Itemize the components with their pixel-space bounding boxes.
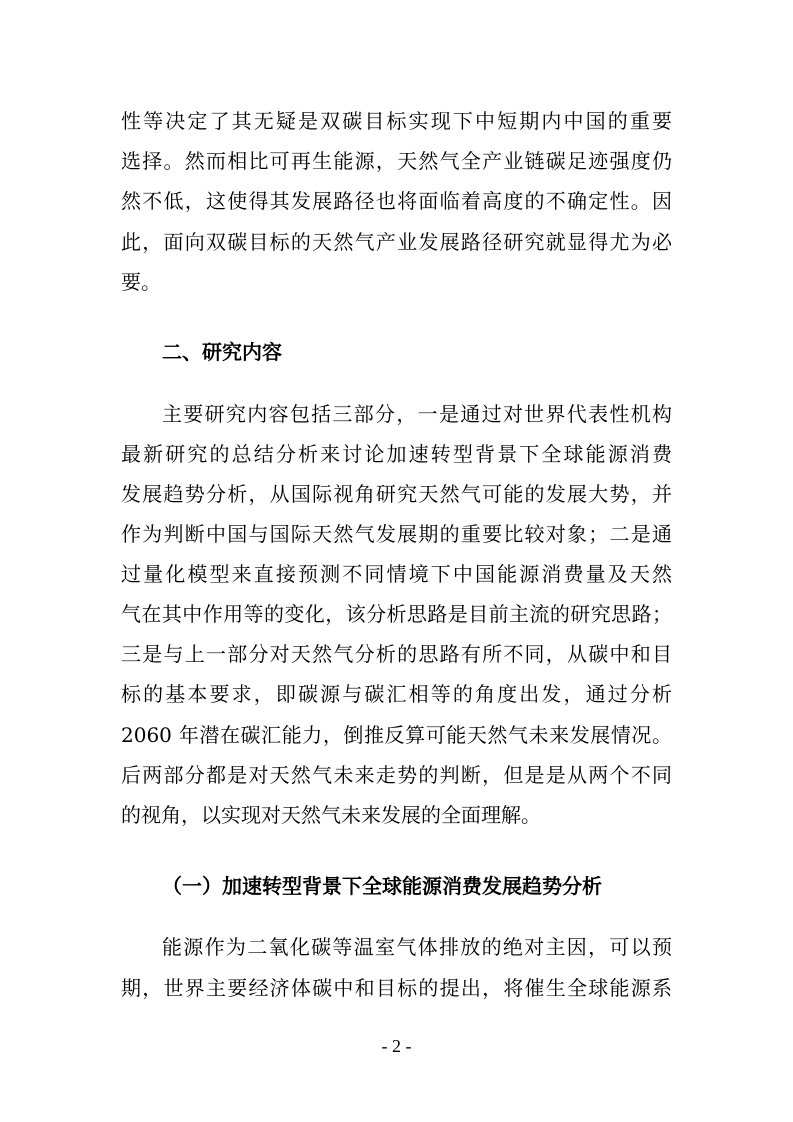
page-number: - 2 - [381,1036,412,1056]
subsection-heading: （一）加速转型背景下全球能源消费发展趋势分析 [162,874,602,898]
text-line: 能源作为二氧化碳等温室气体排放的绝对主因，可以预 [162,935,672,959]
text-line: 此，面向双碳目标的天然气产业发展路径研究就显得尤为必 [121,230,672,254]
text-line: 的视角，以实现对天然气未来发展的全面理解。 [121,803,541,827]
text-line: 后两部分都是对天然气未来走势的判断，但是是从两个不同 [121,763,672,787]
text-line: 主要研究内容包括三部分，一是通过对世界代表性机构 [162,402,672,426]
text-line: 发展趋势分析，从国际视角研究天然气可能的发展大势，并 [121,482,672,506]
text-line: 气在其中作用等的变化，该分析思路是目前主流的研究思路； [121,602,672,626]
text-line: 期，世界主要经济体碳中和目标的提出，将催生全球能源系 [121,976,672,1000]
text-line: 2060 年潜在碳汇能力，倒推反算可能天然气未来发展情况。 [121,723,672,747]
text-line: 标的基本要求，即碳源与碳汇相等的角度出发，通过分析 [121,682,672,706]
text-line: 然不低，这使得其发展路径也将面临着高度的不确定性。因 [121,189,672,213]
section-heading: 二、研究内容 [162,340,282,364]
text-line: 过量化模型来直接预测不同情境下中国能源消费量及天然 [121,562,672,586]
text-line: 要。 [121,270,161,294]
text-line: 最新研究的总结分析来讨论加速转型背景下全球能源消费 [121,442,672,466]
text-line: 作为判断中国与国际天然气发展期的重要比较对象；二是通 [121,522,672,546]
text-line: 三是与上一部分对天然气分析的思路有所不同，从碳中和目 [121,642,672,666]
text-line: 选择。然而相比可再生能源，天然气全产业链碳足迹强度仍 [121,149,672,173]
text-line: 性等决定了其无疑是双碳目标实现下中短期内中国的重要 [121,109,672,133]
